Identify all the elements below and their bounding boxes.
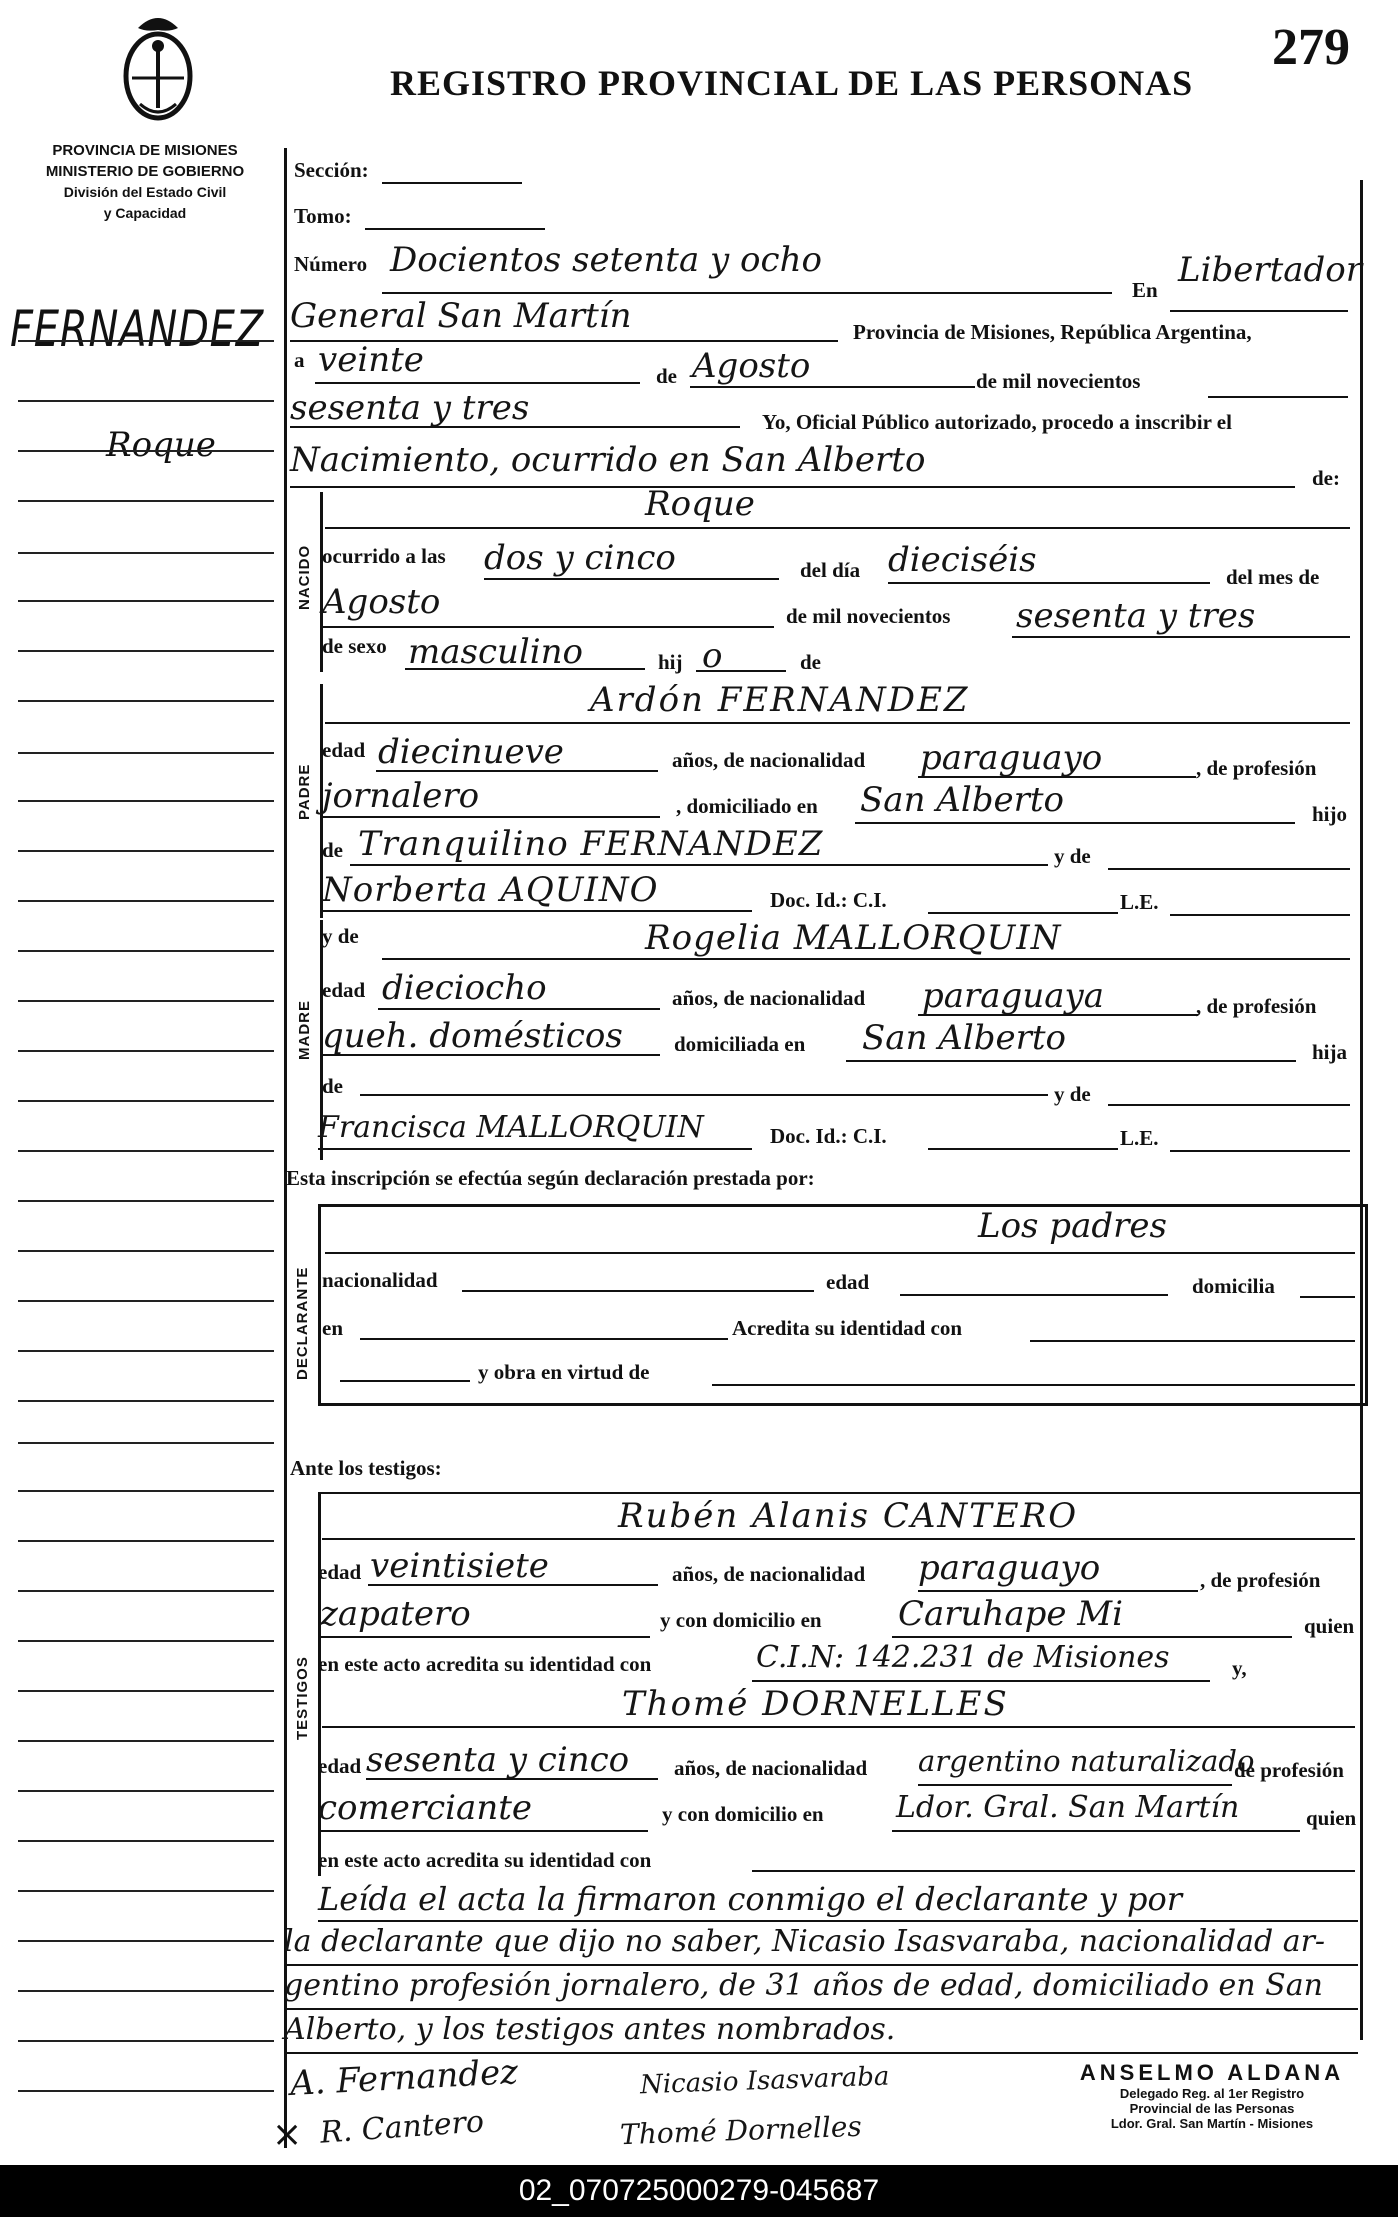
w1-edad: veintisiete xyxy=(370,1546,549,1586)
dia-value: dieciséis xyxy=(888,540,1037,580)
numero-label: Número xyxy=(294,252,368,276)
w1-dom-line xyxy=(892,1636,1292,1638)
w1-acredita-label: en este acto acredita su identidad con xyxy=(318,1652,652,1676)
tomo-label: Tomo: xyxy=(294,204,352,228)
sidebar-rule xyxy=(18,1400,274,1402)
anio-line xyxy=(1012,636,1350,638)
sexo-label: de sexo xyxy=(322,634,387,658)
month-value: Agosto xyxy=(692,346,811,386)
en-label: En xyxy=(1132,278,1158,302)
sidebar-rule xyxy=(18,552,274,554)
signature-4: Thomé Dornelles xyxy=(619,2109,863,2152)
padre-name: Ardón FERNANDEZ xyxy=(590,680,970,720)
city-line-1 xyxy=(1170,310,1348,312)
act-value: Nacimiento, ocurrido en San Alberto xyxy=(290,440,926,480)
w1-prof-line xyxy=(320,1636,650,1638)
sidebar-rule xyxy=(18,1250,274,1252)
madre-doc-line xyxy=(928,1148,1118,1150)
anio-value: sesenta y tres xyxy=(1016,596,1256,636)
year-line xyxy=(290,426,740,428)
numero-value: Docientos setenta y ocho xyxy=(390,240,822,280)
madre-y-de-label: y de xyxy=(322,924,359,948)
org-division: División del Estado Civil xyxy=(63,184,227,200)
seccion-line xyxy=(382,182,522,184)
sidebar-surname: FERNANDEZ xyxy=(10,300,264,358)
hijo-label: hij xyxy=(658,650,683,674)
nacido-section: NACIDO xyxy=(296,544,313,610)
mes-line xyxy=(322,626,774,628)
w2-dom: Ldor. Gral. San Martín xyxy=(896,1790,1240,1825)
w1-quien: quien xyxy=(1304,1614,1355,1638)
day-value: veinte xyxy=(318,340,424,380)
declarante-name-line xyxy=(325,1252,1355,1254)
declarante-edad-line xyxy=(900,1294,1168,1296)
sidebar-rule xyxy=(18,1740,274,1742)
coat-of-arms-icon xyxy=(118,8,198,128)
sidebar-rule xyxy=(18,340,274,342)
a-label: a xyxy=(294,348,305,372)
closing-line-3-rule xyxy=(284,2008,1358,2010)
padre-dom-value: San Alberto xyxy=(860,780,1064,820)
de-colon: de: xyxy=(1312,466,1340,490)
w2-dom-line xyxy=(892,1830,1300,1832)
del-mes-label: del mes de xyxy=(1226,565,1320,589)
w1-prof: zapatero xyxy=(320,1594,471,1634)
right-border xyxy=(1360,180,1363,2040)
w2-nac-line xyxy=(918,1784,1232,1786)
seccion-label: Sección: xyxy=(294,158,369,182)
padre-dom-label: , domiciliado en xyxy=(676,794,818,818)
testigos-top-line xyxy=(318,1492,1360,1494)
w1-edad-label: edad xyxy=(318,1560,362,1584)
declarante-dom-label: domicilia xyxy=(1192,1274,1275,1298)
madre-y-de2-line xyxy=(1108,1104,1350,1106)
padre-de-label: de xyxy=(322,838,343,862)
padre-edad-label: edad xyxy=(322,738,366,762)
sidebar-rule xyxy=(18,650,274,652)
testigos-intro: Ante los testigos: xyxy=(290,1456,442,1480)
padre-le-line xyxy=(1170,914,1350,916)
sidebar-given-name: Roque xyxy=(106,425,216,465)
padre-father-line xyxy=(350,864,1048,866)
ocurrido-label: ocurrido a las xyxy=(322,544,446,568)
madre-prof-label: , de profesión xyxy=(1196,994,1317,1018)
mil-label-2: de mil novecientos xyxy=(786,604,951,628)
mes-value: Agosto xyxy=(322,582,441,622)
org-province: PROVINCIA DE MISIONES xyxy=(52,142,238,159)
numero-line xyxy=(382,292,1112,294)
w2-dom-label: y con domicilio en xyxy=(662,1802,824,1826)
stamp-name: ANSELMO ALDANA xyxy=(1079,2060,1345,2085)
de-label: de xyxy=(656,364,677,388)
sidebar-rule xyxy=(18,1940,274,1942)
declarante-acredita-line xyxy=(1030,1340,1355,1342)
padre-doc-line xyxy=(928,912,1118,914)
stamp-line-1: Delegado Reg. al 1er Registro xyxy=(1119,2086,1305,2101)
official-stamp xyxy=(1062,2060,1362,2131)
declarante-section: DECLARANTE xyxy=(294,1266,311,1380)
w2-name: Thomé DORNELLES xyxy=(622,1684,1009,1724)
declarante-edad-label: edad xyxy=(826,1270,870,1294)
sidebar-rule xyxy=(18,850,274,852)
w2-prof-label: de profesión xyxy=(1234,1758,1344,1782)
w2-edad-label: edad xyxy=(318,1754,362,1778)
madre-nac-value: paraguaya xyxy=(922,976,1104,1016)
province-text: Provincia de Misiones, República Argentina, xyxy=(853,320,1252,344)
w1-id-line xyxy=(752,1680,1210,1682)
stamp-line-3: Ldor. Gral. San Martín - Misiones xyxy=(1110,2116,1314,2131)
month-line xyxy=(690,386,975,388)
w1-y: y, xyxy=(1232,1656,1247,1680)
padre-doc-label: Doc. Id.: C.I. xyxy=(770,888,887,912)
madre-name: Rogelia MALLORQUIN xyxy=(645,918,1062,958)
padre-y-de-label: y de xyxy=(1054,844,1091,868)
declarante-acredita-label: Acredita su identidad con xyxy=(732,1316,963,1340)
act-line xyxy=(290,486,1295,488)
w1-dom-label: y con domicilio en xyxy=(660,1608,822,1632)
hora-line xyxy=(484,578,779,580)
sidebar-rule xyxy=(18,1640,274,1642)
padre-prof-value: jornalero xyxy=(322,776,480,816)
sidebar-rule xyxy=(18,1790,274,1792)
padre-nac-value: paraguayo xyxy=(920,738,1103,778)
del-dia-label: del día xyxy=(800,558,861,582)
sidebar-rule xyxy=(18,1050,274,1052)
page-title: REGISTRO PROVINCIAL DE LAS PERSONAS xyxy=(390,63,1194,103)
city-value-1: Libertador xyxy=(1178,250,1363,290)
sexo-line xyxy=(405,668,645,670)
signature-3: R. Cantero xyxy=(318,2104,486,2151)
signature-1: A. Fernandez xyxy=(289,2052,520,2104)
sidebar-rule xyxy=(18,900,274,902)
w2-edad-line xyxy=(366,1778,658,1780)
declarante-blank-line xyxy=(340,1380,470,1382)
madre-section: MADRE xyxy=(296,1000,313,1060)
w1-id: C.I.N: 142.231 de Misiones xyxy=(756,1640,1170,1675)
madre-mother-value: Francisca MALLORQUIN xyxy=(318,1110,704,1145)
padre-prof-label: , de profesión xyxy=(1196,756,1317,780)
sidebar-rule xyxy=(18,1000,274,1002)
dia-line xyxy=(888,582,1210,584)
declarante-box xyxy=(318,1204,1368,1406)
hijo-suffix: o xyxy=(702,636,723,676)
sidebar-rule xyxy=(18,1100,274,1102)
madre-le-label: L.E. xyxy=(1120,1126,1159,1150)
oficial-text: Yo, Oficial Público autorizado, procedo a inscribir el xyxy=(762,410,1232,434)
year-value: sesenta y tres xyxy=(290,388,530,428)
padre-mother-value: Norberta AQUINO xyxy=(322,870,659,910)
sidebar-rule xyxy=(18,400,274,402)
nacido-name-line xyxy=(325,527,1350,529)
madre-edad-label: edad xyxy=(322,978,366,1002)
padre-hijo-label: hijo xyxy=(1312,802,1348,826)
footer-code: 02_070725000279-045687 xyxy=(0,2165,1398,2217)
madre-nac-label: años, de nacionalidad xyxy=(672,986,866,1010)
closing-line-2-rule xyxy=(284,1964,1358,1966)
closing-line-1-rule xyxy=(318,1920,1358,1922)
day-line xyxy=(315,382,640,384)
w1-name: Rubén Alanis CANTERO xyxy=(618,1496,1079,1536)
madre-dom-line xyxy=(846,1060,1296,1062)
madre-nac-line xyxy=(918,1014,1198,1016)
padre-father-value: Tranquilino FERNANDEZ xyxy=(358,824,824,864)
declarante-nac-line xyxy=(462,1290,814,1292)
madre-edad-value: dieciocho xyxy=(382,968,547,1008)
sidebar-rule xyxy=(18,1150,274,1152)
madre-le-line xyxy=(1170,1150,1350,1152)
declarante-en-line xyxy=(360,1338,728,1340)
w1-dom: Caruhape Mi xyxy=(898,1594,1123,1634)
w2-nac-label: años, de nacionalidad xyxy=(674,1756,868,1780)
w2-edad: sesenta y cinco xyxy=(366,1740,630,1780)
w2-acredita-line xyxy=(752,1870,1355,1872)
madre-mother-line xyxy=(318,1148,752,1150)
sidebar-rule xyxy=(18,800,274,802)
declarante-dom-line xyxy=(1300,1296,1355,1298)
sidebar-rule xyxy=(18,1990,274,1992)
org-block xyxy=(20,140,270,224)
hijo-line xyxy=(696,670,786,672)
madre-prof-value: queh. domésticos xyxy=(322,1016,623,1056)
sidebar-rule xyxy=(18,1690,274,1692)
sidebar-rule xyxy=(18,950,274,952)
hora-value: dos y cinco xyxy=(484,538,676,578)
w1-prof-label: , de profesión xyxy=(1200,1568,1321,1592)
tomo-line xyxy=(365,228,545,230)
madre-prof-line xyxy=(322,1054,660,1056)
closing-line-2: la declarante que dijo no saber, Nicasio Isasvaraba, nacionalidad ar- xyxy=(284,1924,1326,1959)
padre-le-label: L.E. xyxy=(1120,890,1159,914)
sidebar-rule xyxy=(18,1540,274,1542)
padre-y-de-line xyxy=(1108,868,1350,870)
madre-edad-line xyxy=(378,1008,660,1010)
w1-nac: paraguayo xyxy=(918,1548,1101,1588)
w2-prof-line xyxy=(318,1830,648,1832)
sidebar-rule xyxy=(18,1300,274,1302)
padre-edad-line xyxy=(376,770,658,772)
declarante-obra-label: y obra en virtud de xyxy=(478,1360,650,1384)
left-border xyxy=(284,148,287,2148)
testigos-section: TESTIGOS xyxy=(294,1656,311,1740)
padre-name-line xyxy=(325,722,1350,724)
declarante-intro: Esta inscripción se efectúa según declaración prestada por: xyxy=(286,1166,815,1190)
sidebar-rule xyxy=(18,2090,274,2092)
sidebar-rule xyxy=(18,600,274,602)
closing-line-4-rule xyxy=(284,2052,1358,2054)
w1-name-line xyxy=(322,1538,1355,1540)
padre-nac-line xyxy=(918,776,1196,778)
padre-edad-value: diecinueve xyxy=(378,732,564,772)
madre-dom-value: San Alberto xyxy=(862,1018,1066,1058)
madre-de-line xyxy=(360,1094,1048,1096)
closing-line-1: Leída el acta la firmaron conmigo el declarante y por xyxy=(318,1880,1183,1918)
nacido-name: Roque xyxy=(645,484,755,524)
sidebar-rule xyxy=(18,1200,274,1202)
closing-line-3: gentino profesión jornalero, de 31 años de edad, domiciliado en San xyxy=(284,1968,1323,2003)
madre-name-line xyxy=(382,958,1350,960)
sidebar-rule xyxy=(18,1840,274,1842)
sidebar-rule xyxy=(18,450,274,452)
mil-label: de mil novecientos xyxy=(976,369,1141,393)
mil-line xyxy=(1208,396,1348,398)
sidebar-rule xyxy=(18,1350,274,1352)
sidebar-rule xyxy=(18,1890,274,1892)
w2-quien: quien xyxy=(1306,1806,1357,1830)
sidebar-rule xyxy=(18,2040,274,2042)
sidebar-rule xyxy=(18,1490,274,1492)
padre-mother-line xyxy=(322,910,752,912)
w2-prof: comerciante xyxy=(318,1788,532,1828)
sidebar-rule xyxy=(18,1442,274,1444)
signature-mark: × xyxy=(272,2114,303,2155)
padre-section: PADRE xyxy=(296,763,313,820)
nacido-de-label: de xyxy=(800,650,821,674)
declarante-en-label: en xyxy=(322,1316,343,1340)
madre-hija-label: hija xyxy=(1312,1040,1348,1064)
org-ministry: MINISTERIO DE GOBIERNO xyxy=(45,163,245,180)
w1-nac-label: años, de nacionalidad xyxy=(672,1562,866,1586)
org-division-2: y Capacidad xyxy=(103,205,187,221)
signature-2: Nicasio Isasvaraba xyxy=(639,2061,890,2101)
declarante-nac-label: nacionalidad xyxy=(322,1268,438,1292)
w2-nac: argentino naturalizado xyxy=(918,1744,1255,1778)
stamp-line-2: Provincial de las Personas xyxy=(1129,2101,1295,2116)
madre-dom-label: domiciliada en xyxy=(674,1032,806,1056)
padre-nac-label: años, de nacionalidad xyxy=(672,748,866,772)
sidebar-rule xyxy=(18,700,274,702)
closing-line-4: Alberto, y los testigos antes nombrados. xyxy=(284,2012,896,2047)
madre-doc-label: Doc. Id.: C.I. xyxy=(770,1124,887,1148)
w2-name-line xyxy=(322,1726,1355,1728)
page-number: 279 xyxy=(1272,19,1350,76)
sexo-value: masculino xyxy=(408,632,584,672)
w1-nac-line xyxy=(918,1590,1198,1592)
padre-prof-line xyxy=(322,816,660,818)
sidebar-rule xyxy=(18,500,274,502)
w1-edad-line xyxy=(368,1584,658,1586)
declarante-obra-line xyxy=(712,1384,1355,1386)
madre-y-de2-label: y de xyxy=(1054,1082,1091,1106)
sidebar-rule xyxy=(18,1590,274,1592)
declarante-name: Los padres xyxy=(978,1206,1167,1246)
padre-dom-line xyxy=(855,822,1295,824)
sidebar-rule xyxy=(18,752,274,754)
madre-de-label: de xyxy=(322,1074,343,1098)
city-value-2: General San Martín xyxy=(290,296,632,336)
w2-acredita-label: en este acto acredita su identidad con xyxy=(318,1848,652,1872)
